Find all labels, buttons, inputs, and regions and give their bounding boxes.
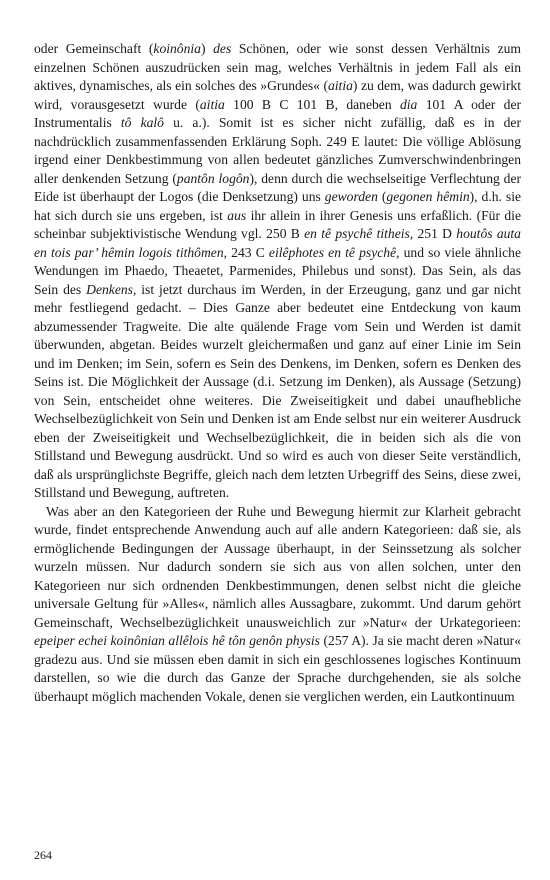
text-run: ) <box>200 41 214 56</box>
text-run: ( <box>377 189 387 204</box>
text-run: Was aber an den Kategorieen der Ruhe und Bewegung hiermit zur Klarheit gebracht wurde, findet entsprechende Anwendung auch auf alle andern Kategorieen: daß sie, als ermöglichende Bedingungen der Aussage überhaupt, in der Seinssetzung als solcher wurzeln müssen. Nur dadurch sondern sie sich aus von allen solchen, unter den Kategorieen nur sich ordnenden Denkbestimmungen, denen selbst nicht die gleiche universale Geltung für »Alles«, nämlich alles Aussagbare, zukommt. Und darum gehört Gemeinschaft, Wechselbezüglichkeit unausweichlich zur »Natur« der Urkategorieen: <box>34 503 521 630</box>
italic-term: houtôs auta en tois par’ hêmin logois tithômen <box>34 226 521 260</box>
text-run: 100 B C 101 B, daneben <box>224 96 400 112</box>
text-run: ihr allein in ihrer Genesis uns erfaßlich. (Für die scheinbar subjektivistische Wendung vgl. 250 B <box>34 207 521 241</box>
italic-term: pantôn logôn <box>176 170 250 186</box>
italic-term: aitia <box>199 96 225 112</box>
text-run: ), d.h. sie hat sich durch sie uns ergeben, ist <box>34 189 522 223</box>
paragraph-1 <box>34 40 521 503</box>
text-run: , 243 C <box>223 244 269 260</box>
italic-term: aitia <box>327 78 353 93</box>
italic-term: geworden <box>324 189 378 204</box>
italic-term: aus <box>227 207 247 223</box>
text-run: , ist jetzt durchaus im Werden, in der Erzeugung, ganz und gar nicht mehr festliegend gedacht. – Dies Ganze aber bedeutet eine Entdeckung von kaum abzumessender Tragweite. Die alte quälende Frage vom Sein und Werden ist damit überwunden, abgetan. Beides wurzelt gleichermaßen und ganz auf einer Linie im Sein und im Denken; im Sein, sofern es Sein des Denkens, im Denken, sofern es Denken des Seins ist. Die Möglichkeit der Aussage (d.i. Setzung im Denken), als Aussage (Setzung) von Sein, entscheidet ohne weiteres. Die Zweiseitigkeit und dabei unaufhebliche Wechselbezüglichkeit von Sein und Denken ist am Ende selbst nur ein weiterer Ausdruck eben der Zweiseitigkeit und Wechselbezüglichkeit, die in beiden sich als die von Stillstand und Bewegung ausdrückt. Und so wird es auch von dieser Seite verständlich, daß als ursprünglichste Begriffe, gleich nach dem letzten Urbegriff des Seins, diese zwei, Stillstand und Bewegung, auftreten. <box>34 281 521 500</box>
italic-term: eilêphotes en tê psychê <box>268 244 397 260</box>
text-run: , 251 D <box>409 226 457 241</box>
text-run: ), denn durch die wechselseitige Verflechtung der Eide ist überhaupt der Logos (die Denksetzung) uns <box>34 170 522 204</box>
italic-term: koinônia <box>153 41 201 56</box>
text-run: ) zu dem, was dadurch gewirkt wird, vorausgesetzt wurde ( <box>34 78 521 112</box>
text-run: Schönen, oder wie sonst dessen Verhältnis zum einzelnen Schönen auszudrücken sein mag, welches Verhältnis in jedem Fall als ein aktives, dynamisches, als ein solches des »Grundes« ( <box>34 41 521 93</box>
italic-term: en tê psychê titheis <box>304 226 410 241</box>
text-run: , und so viele ähnliche Wendungen im Phaedo, Theaetet, Parmenides, Philebus und sonst). Das Sein, als das Sein des <box>34 244 522 297</box>
italic-term: des <box>213 41 232 56</box>
text-run: (257 A). Ja sie macht deren »Natur« gradezu aus. Und sie müssen eben damit in sich ein geschlossenes logisches Kontinuum darstellen, so wie die durch das Ganze der Sprache durchgehenden, sie als solche überhaupt möglich machenden Vokale, denen sie verglichen werden, ein Lautkontinuum <box>34 633 521 704</box>
paragraph-2 <box>34 503 521 707</box>
page-body <box>34 40 521 706</box>
italic-term: gegonen hêmin <box>386 189 470 204</box>
italic-term: dia <box>399 96 418 112</box>
text-run: u. a.). Somit ist es sicher nicht zufällig, daß es in der nachdrücklich zusammenfassenden Erklärung Soph. 249 E lautet: Die völlige Ablösung irgend einer Denkbestimmung von allen bedeutet gänzliches Zumverschwindenbringen aller denkenden Setzung ( <box>34 115 521 186</box>
text-run: 101 A oder der Instrumentalis <box>34 96 522 130</box>
italic-term: tô kalô <box>120 115 164 130</box>
page-number: 264 <box>34 848 52 862</box>
text-run: oder Gemeinschaft ( <box>34 41 154 56</box>
italic-term: Denkens <box>86 281 133 297</box>
italic-term: epeiper echei koinônian allêlois hê tôn genôn physis <box>34 633 320 648</box>
